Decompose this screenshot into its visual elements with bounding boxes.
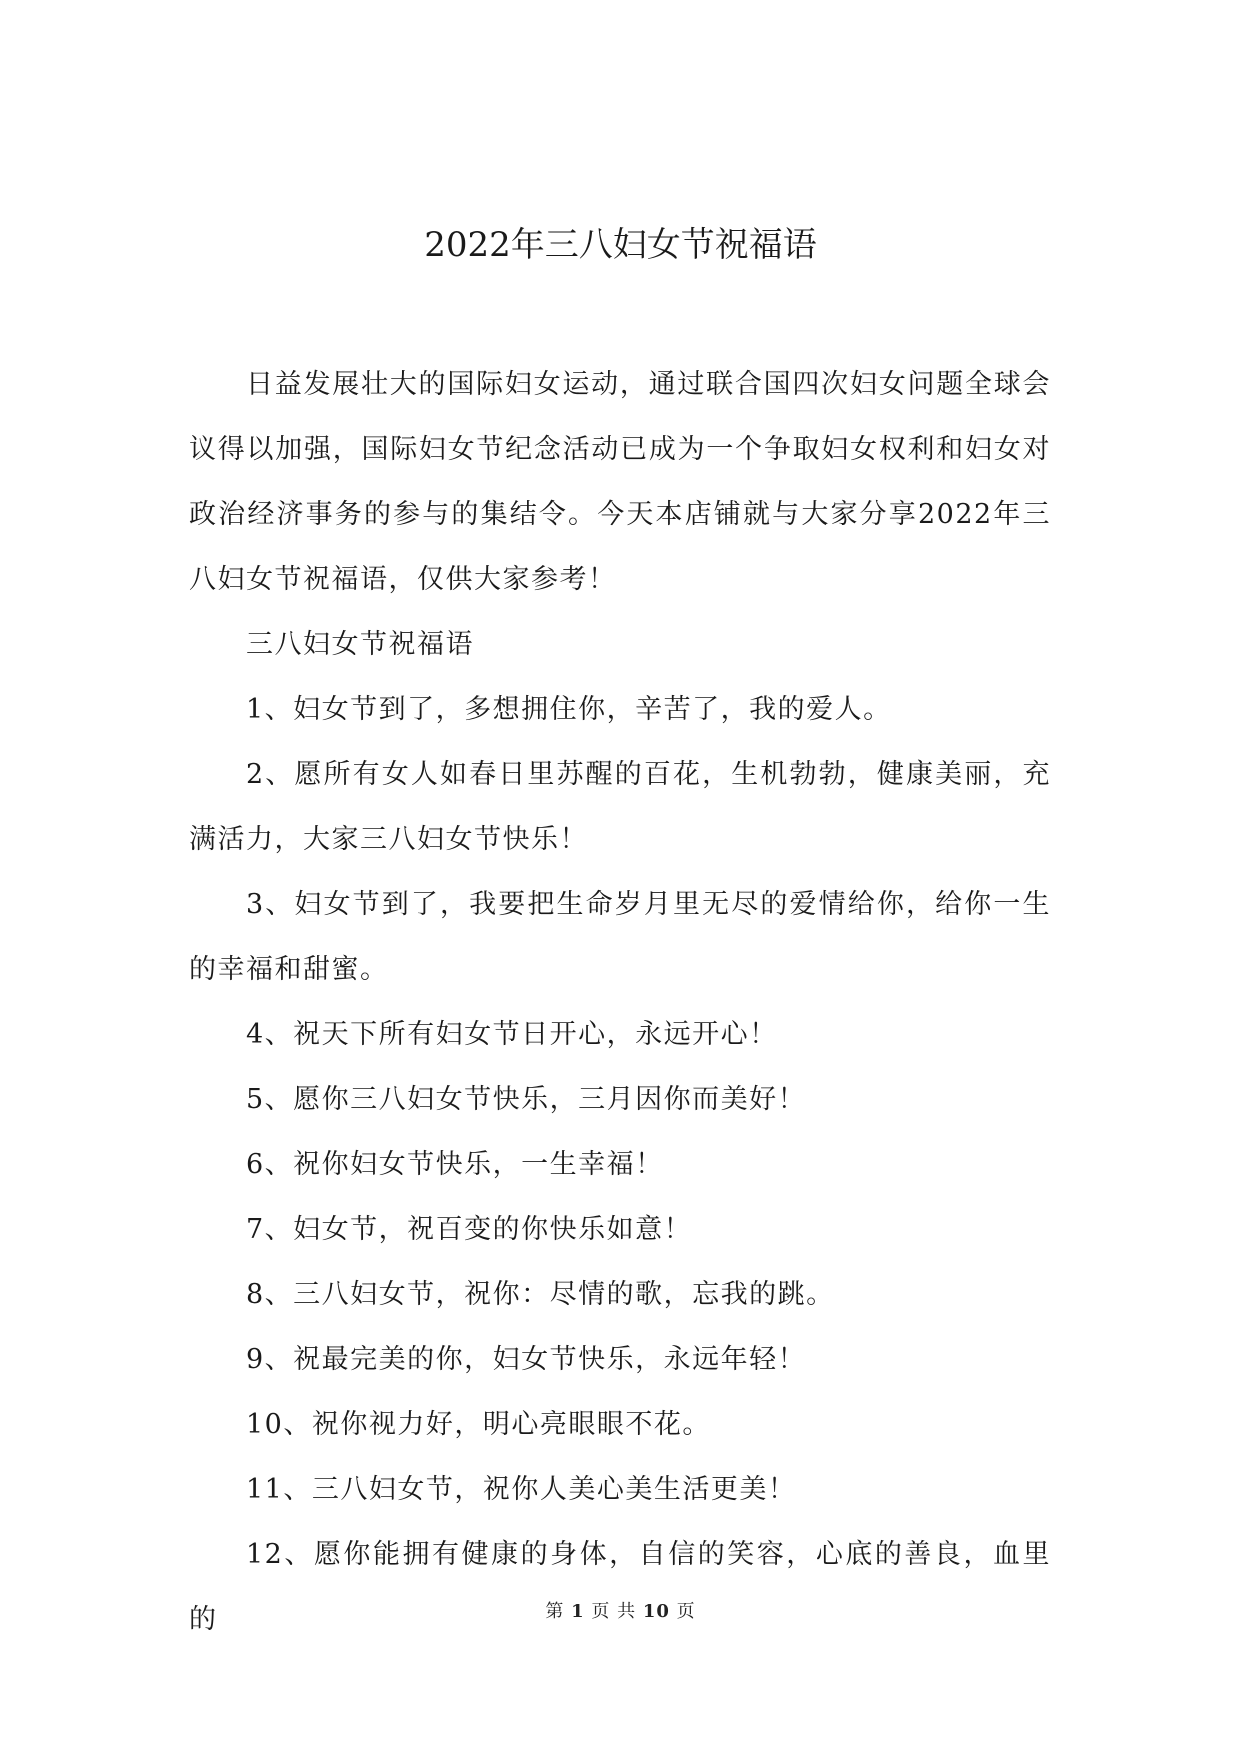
page-footer <box>0 1600 1241 1624</box>
document-body <box>189 352 1051 1652</box>
footer-prefix: 第 <box>545 1601 565 1622</box>
document-title: 2022年三八妇女节祝福语 <box>424 225 817 265</box>
list-item: 4、祝天下所有妇女节日开心，永远开心！ <box>246 1019 778 1050</box>
list-item: 7、妇女节，祝百变的你快乐如意！ <box>246 1214 693 1245</box>
list-item: 11、三八妇女节，祝你人美心美生活更美！ <box>246 1474 797 1505</box>
list-item: 3、妇女节到了，我要把生命岁月里无尽的爱情给你，给你一生的幸福和甜蜜。 <box>189 889 1051 985</box>
footer-middle: 页 共 <box>591 1601 637 1622</box>
list-item: 10、祝你视力好，明心亮眼眼不花。 <box>246 1409 711 1440</box>
list-item: 8、三八妇女节，祝你：尽情的歌，忘我的跳。 <box>246 1279 835 1310</box>
list-item: 2、愿所有女人如春日里苏醒的百花，生机勃勃，健康美丽，充满活力，大家三八妇女节快乐！ <box>189 759 1051 855</box>
list-item: 9、祝最完美的你，妇女节快乐，永远年轻！ <box>246 1344 807 1375</box>
section-heading: 三八妇女节祝福语 <box>246 629 474 660</box>
list-item: 1、妇女节到了，多想拥住你，辛苦了，我的爱人。 <box>246 694 892 725</box>
intro-paragraph: 日益发展壮大的国际妇女运动，通过联合国四次妇女问题全球会议得以加强，国际妇女节纪念活动已成为一个争取妇女权利和妇女对政治经济事务的参与的集结令。今天本店铺就与大家分享2022年三八妇女节祝福语，仅供大家参考！ <box>189 369 1051 595</box>
list-item: 5、愿你三八妇女节快乐，三月因你而美好！ <box>246 1084 807 1115</box>
footer-suffix: 页 <box>676 1601 696 1622</box>
total-pages-number: 10 <box>642 1601 670 1622</box>
list-item: 12、愿你能拥有健康的身体，自信的笑容，心底的善良，血里的 <box>189 1539 1051 1635</box>
current-page-number: 1 <box>571 1601 585 1622</box>
list-item: 6、祝你妇女节快乐，一生幸福！ <box>246 1149 664 1180</box>
